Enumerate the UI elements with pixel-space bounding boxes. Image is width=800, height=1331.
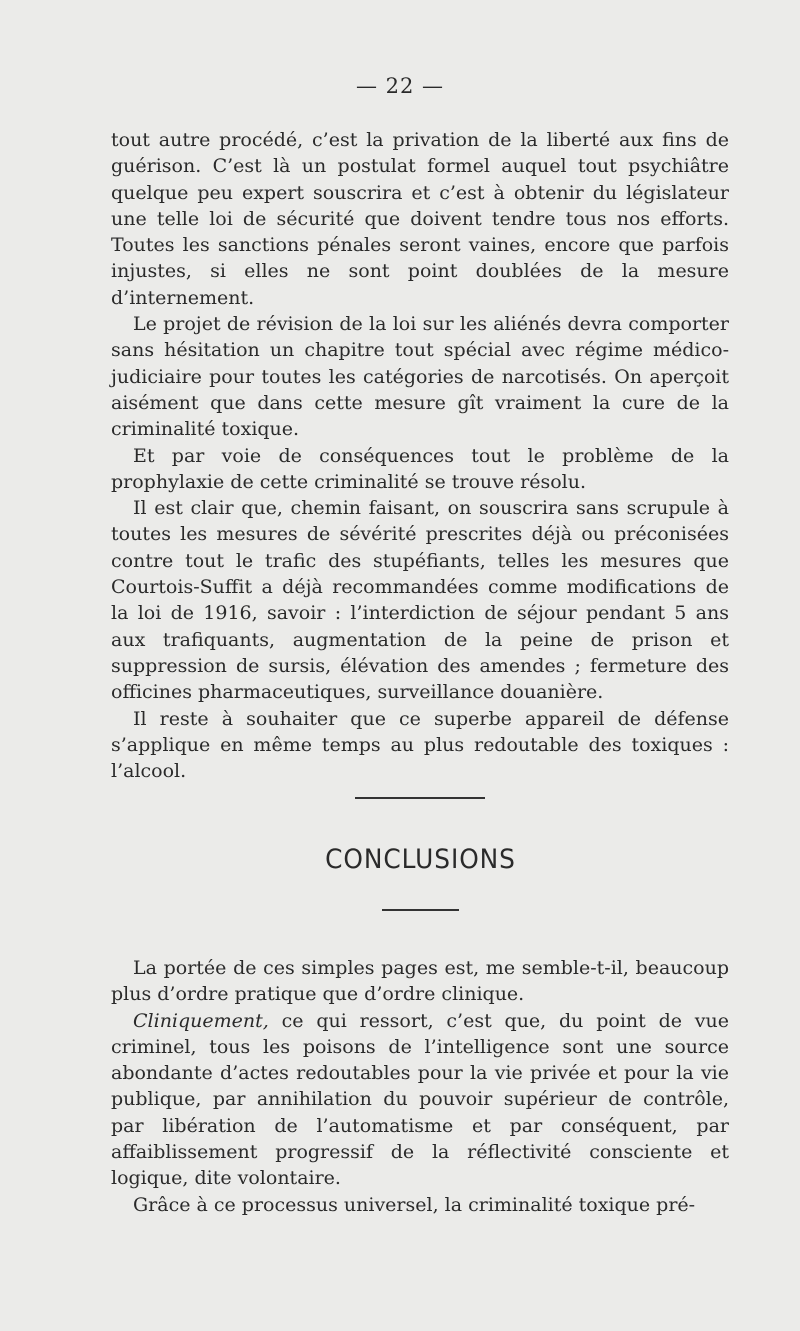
- title-underline: [382, 909, 459, 911]
- page-number: — 22 —: [355, 74, 445, 98]
- body-text-conclusions: [111, 955, 729, 1218]
- paragraph: [111, 1008, 729, 1192]
- paragraph-rest: ce qui ressort, c’est que, du point de vue criminel, tous les poisons de l’intelligence sont une source abondante d’actes redoutables pour la vie privée et pour la vie publique, par annihilation du pouvoir supérieur de contrôle, par libération de l’automatisme et par conséquent, par affaiblissement progressif de la réflectivité consciente et logique, dite volontaire.: [111, 1009, 729, 1190]
- section-divider: [355, 797, 485, 799]
- italic-lead: Cliniquement,: [133, 1009, 269, 1032]
- paragraph: Il est clair que, chemin faisant, on souscrira sans scrupule à toutes les mesures de sévérité prescrites déjà ou préconisées contre tout le trafic des stupéfiants, telles les mesures que Courtois-Suffit a déjà recommandées comme modifications de la loi de 1916, savoir : l’interdiction de séjour pendant 5 ans aux trafiquants, augmentation de la peine de prison et suppression de sursis, élévation des amendes ; fermeture des officines pharmaceutiques, surveillance douanière.: [111, 497, 729, 704]
- paragraph: Le projet de révision de la loi sur les aliénés devra comporter sans hésitation un chapitre tout spécial avec régime médico-judiciaire pour toutes les catégories de narcotisés. On aperçoit aisément que dans cette mesure gît vraiment la cure de la criminalité toxique.: [111, 313, 729, 441]
- section-title: CONCLUSIONS: [325, 844, 516, 875]
- paragraph: tout autre procédé, c’est la privation de la liberté aux fins de guérison. C’est là un postulat formel auquel tout psychiâtre quelque peu expert souscrira et c’est à obtenir du législateur une telle loi de sécurité que doivent tendre tous nos efforts. Toutes les sanctions pénales seront vaines, encore que parfois injustes, si elles ne sont point doublées de la mesure d’internement.: [111, 129, 729, 309]
- paragraph: Et par voie de conséquences tout le problème de la prophylaxie de cette criminalité se trouve résolu.: [111, 444, 729, 493]
- paragraph: La portée de ces simples pages est, me semble-t-il, beaucoup plus d’ordre pratique que d’ordre clinique.: [111, 957, 729, 1006]
- paragraph: Il reste à souhaiter que ce superbe appareil de défense s’applique en même temps au plus redoutable des toxiques : l’alcool.: [111, 707, 729, 783]
- paragraph: Grâce à ce processus universel, la criminalité toxique pré-: [133, 1193, 696, 1216]
- body-text-top: [111, 127, 729, 784]
